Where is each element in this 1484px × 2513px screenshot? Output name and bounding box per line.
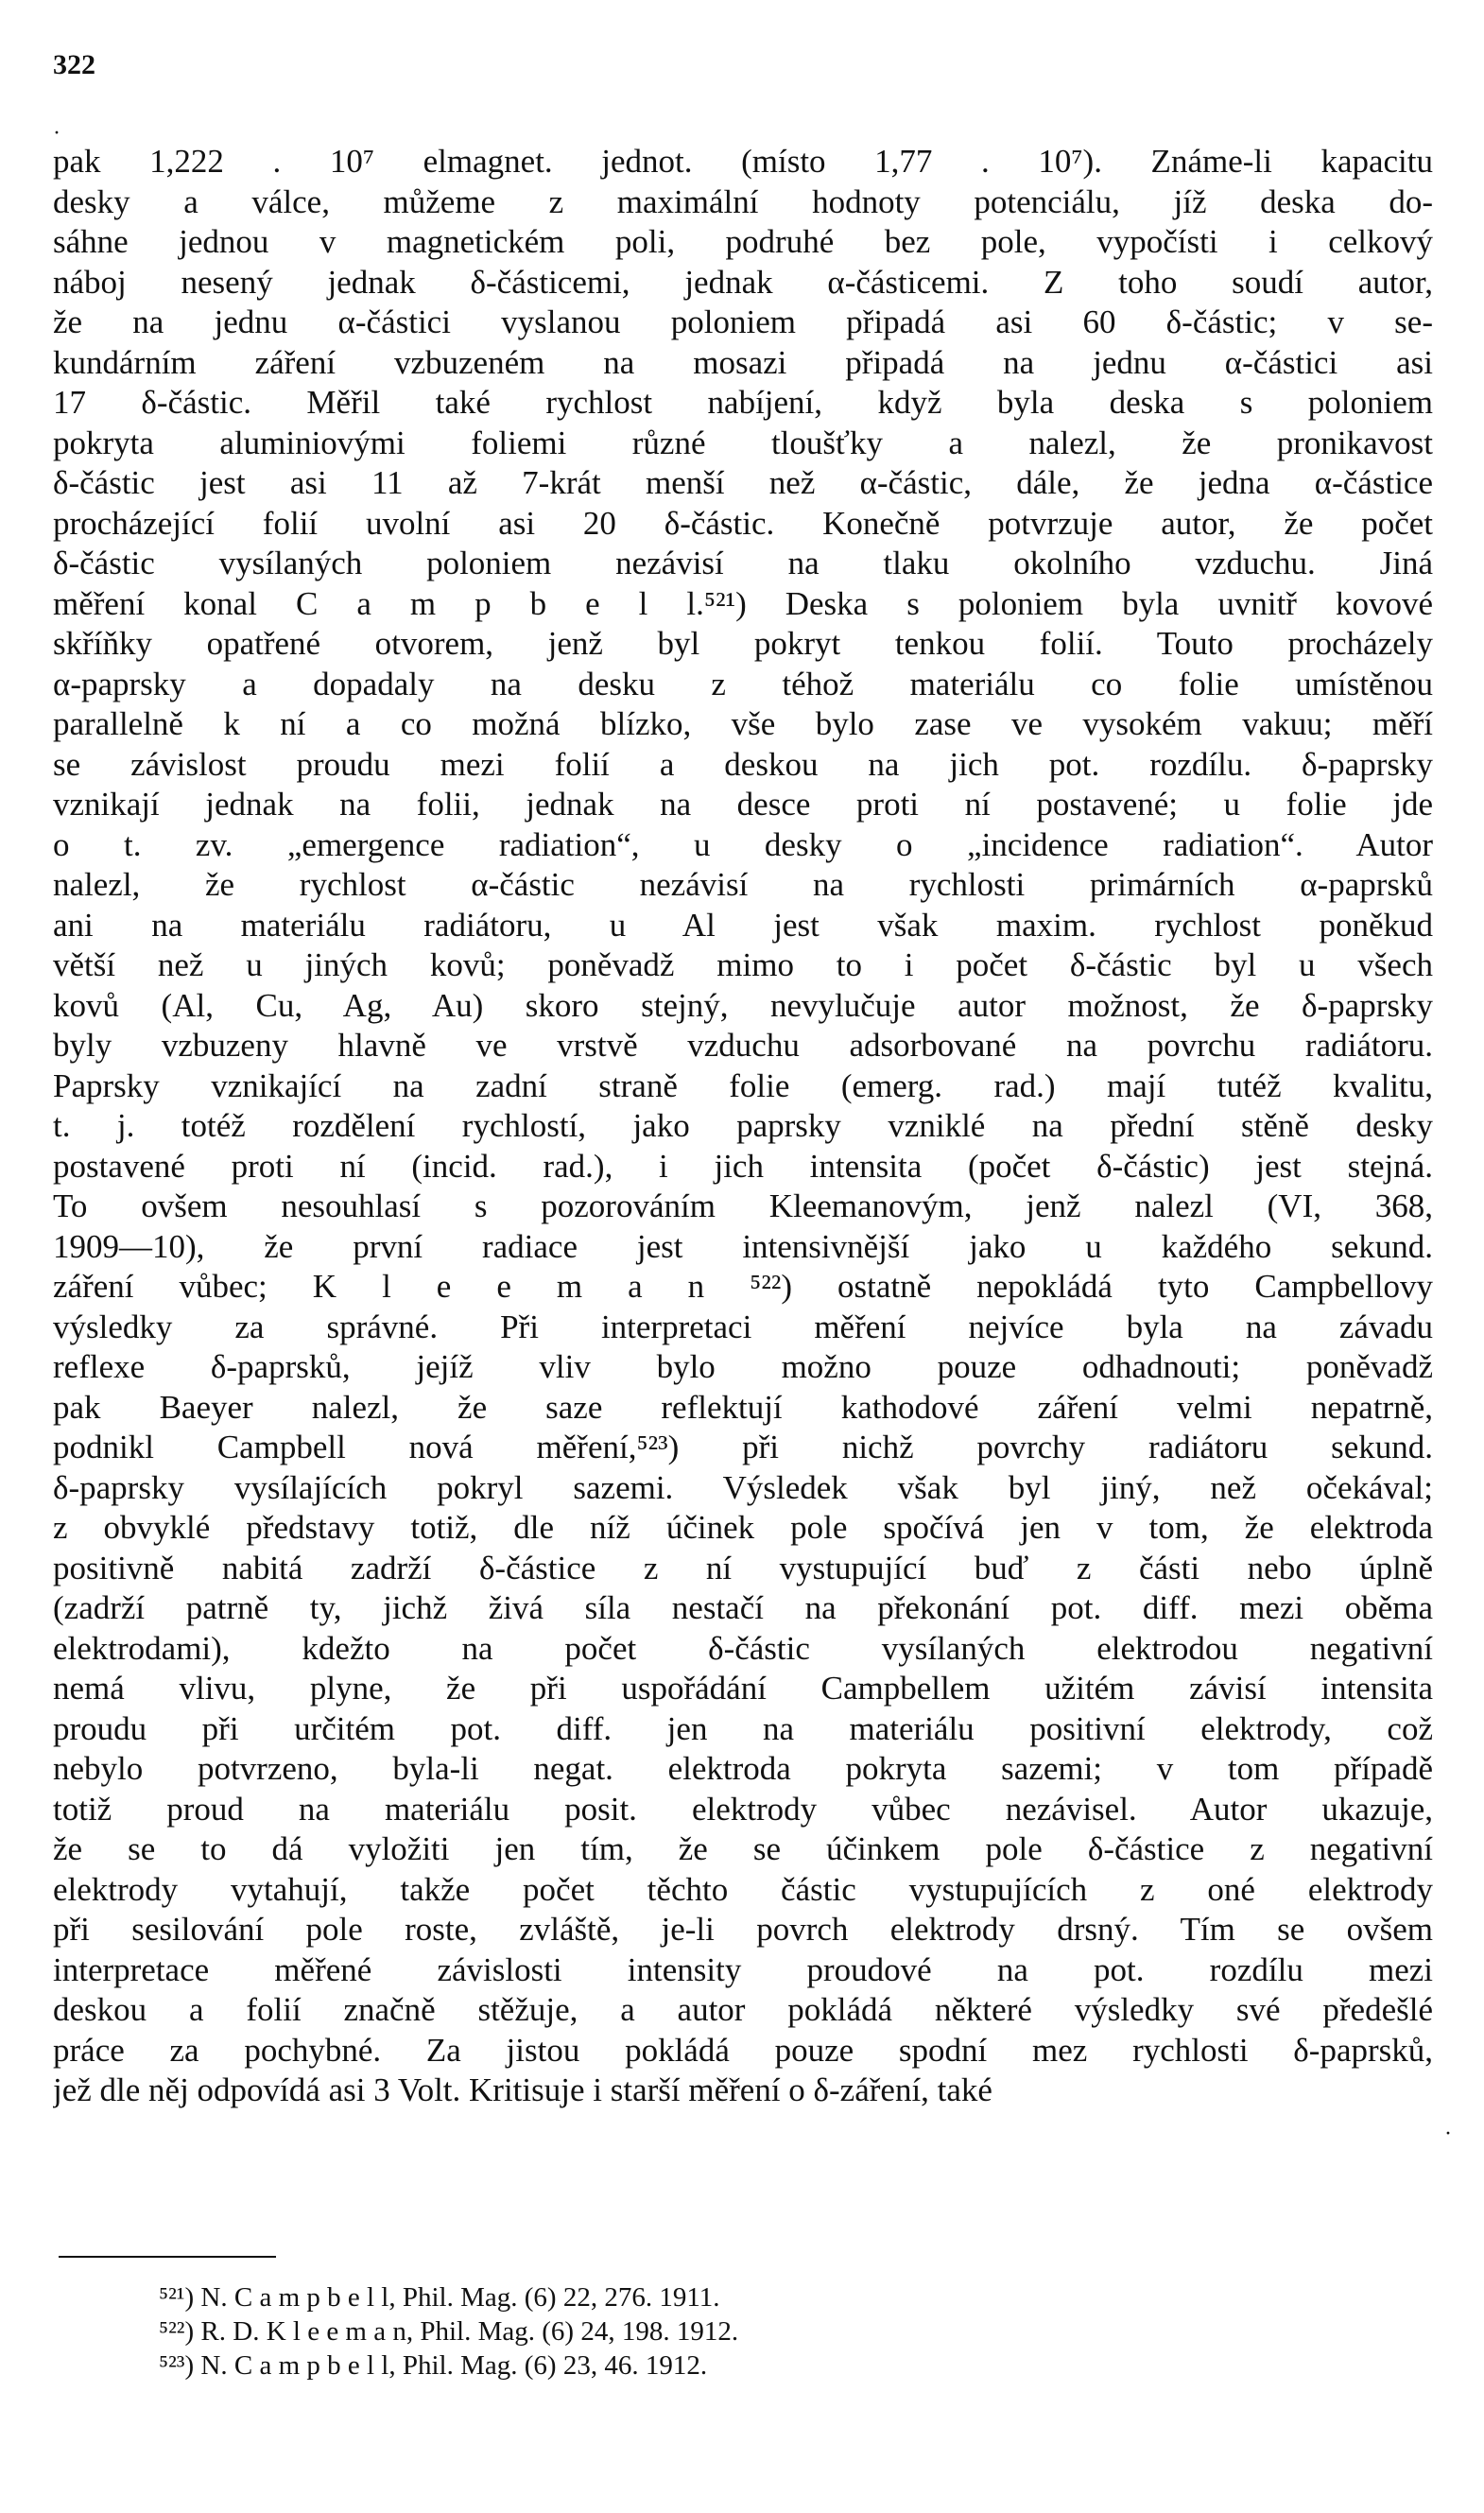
text-line: proudu při určitém pot. diff. jen na materiálu positivní elektrody, což xyxy=(53,1709,1433,1747)
text-line: Paprsky vznikající na zadní straně folie (emerg. rad.) mají tutéž kvalitu, xyxy=(53,1066,1433,1104)
text-line: δ-částic vysílaných poloniem nezávisí na tlaku okolního vzduchu. Jiná xyxy=(53,545,1433,581)
text-line: α-paprsky a dopadaly na desku z téhož materiálu co folie umístěnou xyxy=(53,665,1433,702)
text-line: ani na materiálu radiátoru, u Al jest však maxim. rychlost poněkud xyxy=(53,906,1433,944)
margin-mark: · xyxy=(1444,2122,1452,2146)
text-line: postavené proti ní (incid. rad.), i jich intensita (počet δ-částic) jest stejná. xyxy=(53,1147,1433,1185)
text-line: pak Baeyer nalezl, že saze reflektují kathodové záření velmi nepatrně, xyxy=(53,1388,1433,1426)
text-line: nalezl, že rychlost α-částic nezávisí na rychlosti primárních α-paprsků xyxy=(53,866,1433,903)
text-line: desky a válce, můžeme z maximální hodnoty potenciálu, jíž deska do- xyxy=(53,182,1433,220)
text-line: 1909—10), že první radiace jest intensivnější jako u každého sekund. xyxy=(53,1227,1433,1265)
text-line: kovů (Al, Cu, Ag, Au) skoro stejný, nevylučuje autor možnost, že δ-paprsky xyxy=(53,986,1433,1024)
text-line: elektrodami), kdežto na počet δ-částic vysílaných elektrodou negativní xyxy=(53,1629,1433,1667)
text-line: (zadrží patrně ty, jichž živá síla nestačí na překonání pot. diff. mezi oběma xyxy=(53,1589,1433,1626)
text-line: výsledky za správné. Při interpretaci měření nejvíce byla na závadu xyxy=(53,1308,1433,1345)
footnotes xyxy=(159,2280,1199,2383)
text-line: positivně nabitá zadrží δ-částice z ní vystupující buď z části nebo úplně xyxy=(53,1549,1433,1586)
text-line: jež dle něj odpovídá asi 3 Volt. Kritisuje i starší měření o δ-záření, také xyxy=(53,2071,992,2108)
text-line: se závislost proudu mezi folií a deskou na jich pot. rozdílu. δ-paprsky xyxy=(53,745,1433,783)
footnote: ⁵²¹) N. C a m p b e l l, Phil. Mag. (6) 22, 276. 1911. xyxy=(159,2282,720,2313)
text-line: totiž proud na materiálu posit. elektrody vůbec nezávisel. Autor ukazuje, xyxy=(53,1790,1433,1828)
text-line: interpretace měřené závislosti intensity proudové na pot. rozdílu mezi xyxy=(53,1950,1433,1988)
text-line: vznikají jednak na folii, jednak na desce proti ní postavené; u folie jde xyxy=(53,786,1433,823)
text-line: 17 δ-částic. Měřil také rychlost nabíjení, když byla deska s poloniem xyxy=(53,384,1433,421)
text-line: pak 1,222 . 10⁷ elmagnet. jednot. (místo 1,77 . 10⁷). Známe-li kapacitu xyxy=(53,143,1433,180)
text-line: že se to dá vyložiti jen tím, že se účinkem pole δ-částice z negativní xyxy=(53,1830,1433,1867)
text-line: při sesilování pole roste, zvláště, je-li povrch elektrody drsný. Tím se ovšem xyxy=(53,1911,1433,1948)
text-line: z obvyklé představy totiž, dle níž účinek pole spočívá jen v tom, že elektroda xyxy=(53,1509,1433,1546)
text-line: δ-částic jest asi 11 až 7-krát menší než α-částic, dále, že jedna α-částice xyxy=(53,464,1433,501)
footnote-divider xyxy=(59,2256,276,2258)
text-line: elektrody vytahují, takže počet těchto částic vystupujících z oné elektrody xyxy=(53,1870,1433,1908)
text-line: o t. zv. „emergence radiation“, u desky o „incidence radiation“. Autor xyxy=(53,825,1433,863)
text-line: sáhne jednou v magnetickém poli, podruhé bez pole, vypočísti i celkový xyxy=(53,223,1433,260)
text-line: byly vzbuzeny hlavně ve vrstvě vzduchu adsorbované na povrchu radiátoru. xyxy=(53,1027,1433,1064)
footnote: ⁵²²) R. D. K l e e m a n, Phil. Mag. (6) 24, 198. 1912. xyxy=(159,2316,739,2347)
stray-mark: · xyxy=(53,121,60,146)
text-line: práce za pochybné. Za jistou pokládá pouze spodní mez rychlosti δ-paprsků, xyxy=(53,2031,1433,2069)
text-line: t. j. totéž rozdělení rychlostí, jako paprsky vzniklé na přední stěně desky xyxy=(53,1107,1433,1144)
text-line: pokryta aluminiovými foliemi různé tloušťky a nalezl, že pronikavost xyxy=(53,424,1433,461)
page-number: 322 xyxy=(53,49,95,80)
text-line: kundárním záření vzbuzeném na mosazi připadá na jednu α-částici asi xyxy=(53,343,1433,381)
text-line: nemá vlivu, plyne, že při uspořádání Campbellem užitém závisí intensita xyxy=(53,1670,1433,1707)
text-line: náboj nesený jednak δ-částicemi, jednak α-částicemi. Z toho soudí autor, xyxy=(53,263,1433,301)
text-line: záření vůbec; K l e e m a n ⁵²²) ostatně nepokládá tyto Campbellovy xyxy=(53,1268,1433,1305)
text-line: že na jednu α-částici vyslanou poloniem připadá asi 60 δ-částic; v se- xyxy=(53,303,1433,340)
text-line: procházející folií uvolní asi 20 δ-částic. Konečně potvrzuje autor, že počet xyxy=(53,504,1433,542)
text-line: skříňky opatřené otvorem, jenž byl pokryt tenkou folií. Touto procházely xyxy=(53,625,1433,662)
footnote: ⁵²³) N. C a m p b e l l, Phil. Mag. (6) 23, 46. 1912. xyxy=(159,2350,708,2381)
text-line: reflexe δ-paprsků, jejíž vliv bylo možno pouze odhadnouti; poněvadž xyxy=(53,1348,1433,1385)
text-line: To ovšem nesouhlasí s pozorováním Kleemanovým, jenž nalezl (VI, 368, xyxy=(53,1187,1433,1224)
text-line: nebylo potvrzeno, byla-li negat. elektroda pokryta sazemi; v tom případě xyxy=(53,1750,1433,1787)
text-line: měření konal C a m p b e l l.⁵²¹) Deska s poloniem byla uvnitř kovové xyxy=(53,584,1433,622)
body-text xyxy=(53,142,1433,2111)
text-line: δ-paprsky vysílajících pokryl sazemi. Výsledek však byl jiný, než očekával; xyxy=(53,1468,1433,1506)
text-line: větší než u jiných kovů; poněvadž mimo to i počet δ-částic byl u všech xyxy=(53,946,1433,983)
text-line: deskou a folií značně stěžuje, a autor pokládá některé výsledky své předešlé xyxy=(53,1991,1433,2028)
text-line: podnikl Campbell nová měření,⁵²³) při nichž povrchy radiátoru sekund. xyxy=(53,1429,1433,1465)
text-line: parallelně k ní a co možná blízko, vše bylo zase ve vysokém vakuu; měří xyxy=(53,705,1433,742)
